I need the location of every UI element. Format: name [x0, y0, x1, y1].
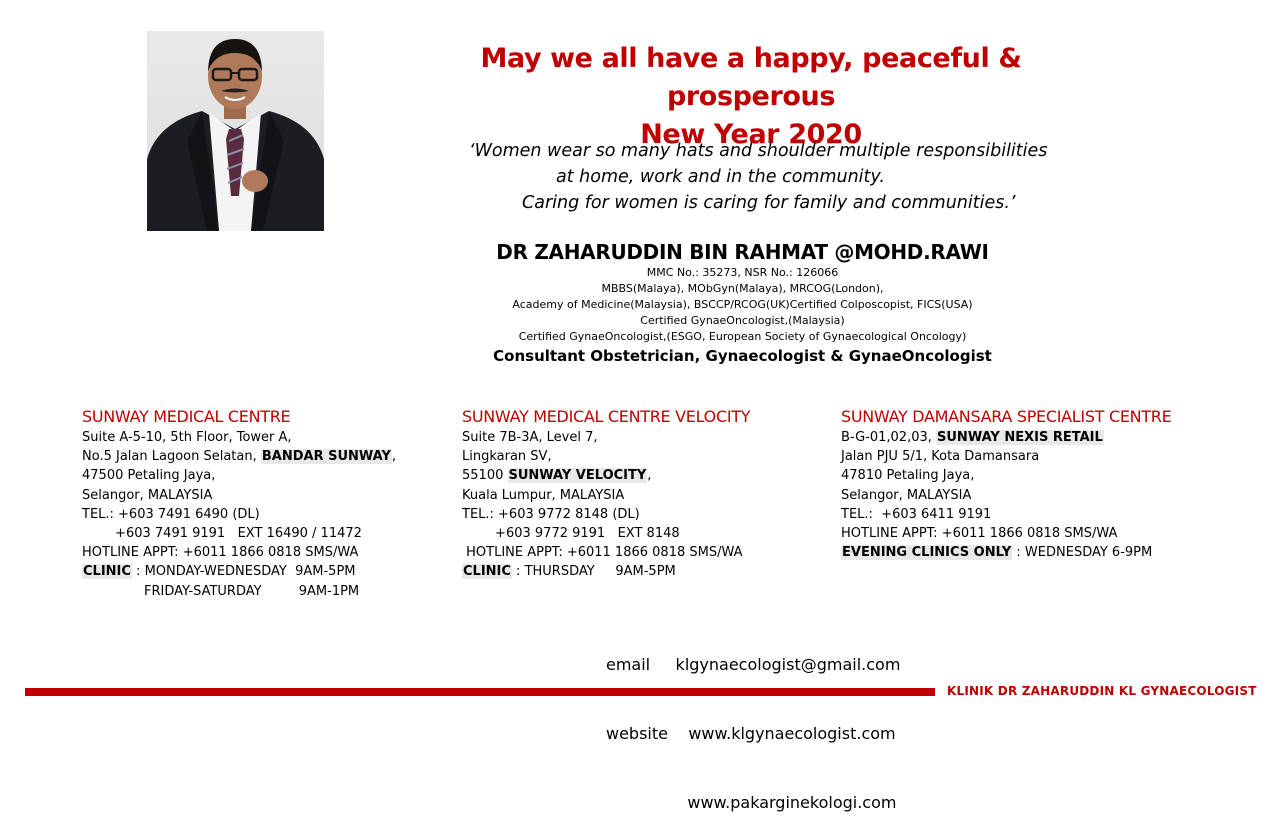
clinic-address-line	[462, 562, 750, 581]
address-text: HOTLINE APPT: +6011 1866 0818 SMS/WA	[82, 545, 359, 561]
quote-line-3: Caring for women is caring for family and communities.’	[522, 193, 1016, 213]
email-line: email klgynaecologist@gmail.com	[606, 655, 901, 674]
address-text: B-G-01,02,03,	[841, 430, 937, 445]
clinic-address-line	[841, 447, 1171, 466]
address-text: Selangor, MALAYSIA	[82, 487, 213, 503]
clinic-address-line	[841, 466, 1171, 485]
address-text: : MONDAY-WEDNESDAY 9AM-5PM	[131, 564, 356, 580]
clinic-address-line	[462, 543, 750, 562]
clinic-name: SUNWAY DAMANSARA SPECIALIST CENTRE	[841, 407, 1172, 426]
clinic-address-line	[82, 486, 396, 505]
clinic-address-line	[462, 524, 750, 543]
address-text: TEL.: +603 6411 9191	[841, 506, 992, 522]
clinic-name: SUNWAY MEDICAL CENTRE	[82, 407, 291, 426]
address-text: Suite 7B-3A, Level 7,	[462, 430, 598, 445]
clinic-address-line	[82, 428, 396, 447]
address-text: +603 9772 9191 EXT 8148	[462, 526, 680, 542]
clinic-address-line	[82, 447, 396, 466]
website-2-line: www.pakarginekologi.com	[606, 793, 897, 812]
clinic-address-line	[841, 505, 1171, 524]
address-text: Selangor, MALAYSIA	[841, 487, 972, 503]
quote-line-2: at home, work and in the community.	[556, 167, 885, 187]
clinic-sunway-medical-centre	[82, 406, 396, 601]
clinic-address-line	[82, 524, 396, 543]
highlighted-text: SUNWAY VELOCITY	[508, 468, 647, 484]
highlighted-text: BANDAR SUNWAY	[261, 449, 391, 465]
address-text: ,	[647, 468, 652, 484]
footer-label: KLINIK DR ZAHARUDDIN KL GYNAECOLOGIST	[947, 684, 1257, 698]
clinic-name: SUNWAY MEDICAL CENTRE VELOCITY	[462, 407, 751, 426]
address-text: Jalan PJU 5/1, Kota Damansara	[841, 449, 1040, 465]
clinic-sunway-damansara	[841, 406, 1171, 562]
doctor-photo	[147, 31, 324, 231]
contact-block	[606, 607, 900, 837]
clinic-address-line	[82, 505, 396, 524]
clinic-address-line	[462, 505, 750, 524]
address-text: 47500 Petaling Jaya,	[82, 468, 216, 484]
clinic-address-line	[841, 543, 1171, 562]
doctor-name: DR ZAHARUDDIN BIN RAHMAT @MOHD.RAWI	[496, 240, 989, 264]
credential-line: Academy of Medicine(Malaysia), BSCCP/RCOG(UK)Certified Colposcopist, FICS(USA)	[512, 298, 973, 311]
clinic-address-line	[841, 524, 1171, 543]
greeting-line-2: New Year 2020	[640, 119, 862, 150]
credential-line: MBBS(Malaya), MObGyn(Malaya), MRCOG(London),	[601, 282, 884, 295]
address-text: TEL.: +603 9772 8148 (DL)	[462, 506, 640, 522]
address-text: Lingkaran SV,	[462, 449, 552, 465]
clinic-address-line	[841, 428, 1171, 447]
clinic-address-line	[462, 447, 750, 466]
address-text: 47810 Petaling Jaya,	[841, 468, 975, 484]
footer-bar	[25, 688, 935, 696]
address-text: : WEDNESDAY 6-9PM	[1012, 545, 1153, 561]
quote-line-1: ‘Women wear so many hats and shoulder multiple responsibilities	[469, 141, 1048, 161]
address-text: +603 7491 9191 EXT 16490 / 11472	[82, 526, 362, 542]
clinic-address-line	[462, 466, 750, 485]
address-text: TEL.: +603 7491 6490 (DL)	[82, 506, 260, 522]
clinic-address-line	[82, 562, 396, 581]
address-text: HOTLINE APPT: +6011 1866 0818 SMS/WA	[462, 545, 743, 561]
clinic-address-line	[462, 486, 750, 505]
highlighted-text: CLINIC	[83, 564, 131, 580]
address-text: : THURSDAY 9AM-5PM	[511, 564, 676, 580]
address-text: HOTLINE APPT: +6011 1866 0818 SMS/WA	[841, 526, 1118, 542]
clinic-address-line	[841, 486, 1171, 505]
new-year-greeting	[400, 40, 1102, 154]
clinic-address-line	[82, 582, 396, 601]
website-line: website www.klgynaecologist.com	[606, 724, 896, 743]
clinic-address-line	[462, 428, 750, 447]
address-text: 55100	[462, 468, 508, 484]
clinic-sunway-velocity	[462, 406, 750, 582]
doctor-role: Consultant Obstetrician, Gynaecologist & GynaeOncologist	[493, 347, 992, 365]
greeting-line-1: May we all have a happy, peaceful & prosperous	[480, 43, 1022, 112]
highlighted-text: EVENING CLINICS ONLY	[842, 545, 1012, 561]
address-text: FRIDAY-SATURDAY 9AM-1PM	[82, 583, 360, 599]
address-text: Kuala Lumpur, MALAYSIA	[462, 487, 625, 503]
clinic-address-line	[82, 543, 396, 562]
address-text: ,	[391, 449, 397, 465]
credential-line: MMC No.: 35273, NSR No.: 126066	[646, 266, 839, 279]
clinic-address-line	[82, 466, 396, 485]
address-text: Suite A-5-10, 5th Floor, Tower A,	[82, 430, 292, 445]
highlighted-text: CLINIC	[463, 564, 511, 580]
address-text: No.5 Jalan Lagoon Selatan,	[82, 449, 261, 465]
credential-line: Certified GynaeOncologist,(ESGO, European Society of Gynaecological Oncology)	[518, 330, 967, 343]
credential-line: Certified GynaeOncologist,(Malaysia)	[640, 314, 845, 327]
highlighted-text: SUNWAY NEXIS RETAIL	[937, 430, 1103, 445]
